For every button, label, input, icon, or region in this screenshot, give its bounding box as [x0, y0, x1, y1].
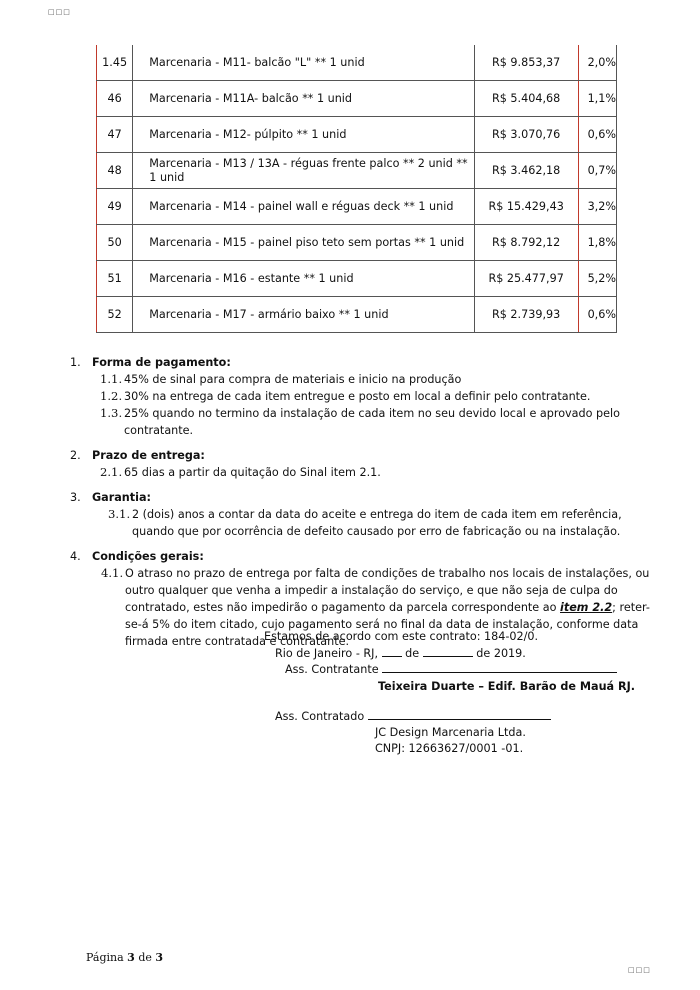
item-price-cell: R$ 9.853,37	[474, 45, 578, 81]
day-blank	[382, 645, 402, 657]
item-percent-cell: 0,6%	[578, 117, 616, 153]
page-number: Página 3 de 3	[86, 951, 164, 964]
contratado-signature: Ass. Contratado	[275, 708, 551, 725]
item-number-cell: 49	[97, 189, 133, 225]
contratado-name: JC Design Marcenaria Ltda.	[375, 726, 526, 739]
section-number: 1.	[70, 356, 81, 369]
item-price-cell: R$ 15.429,43	[474, 189, 578, 225]
section-number: 3.	[70, 491, 81, 504]
item-price-cell: R$ 2.739,93	[474, 297, 578, 333]
item-description-cell: Marcenaria - M13 / 13A - réguas frente palco ** 2 unid ** 1 unid	[133, 153, 474, 189]
table-row	[97, 153, 617, 189]
item-percent-cell: 1,1%	[578, 81, 616, 117]
contratante-name: Teixeira Duarte – Edif. Barão de Mauá RJ.	[378, 680, 636, 693]
item-percent-cell: 1,8%	[578, 225, 616, 261]
section-title: Condições gerais:	[92, 550, 204, 563]
item-description-cell: Marcenaria - M11- balcão "L" ** 1 unid	[133, 45, 474, 81]
contract-sections	[70, 354, 660, 650]
section-general-heading	[70, 548, 660, 565]
corner-marks-bottom: □□□	[628, 966, 651, 974]
item-reference: item 2.2	[560, 601, 613, 614]
item-percent-cell: 0,6%	[578, 297, 616, 333]
payment-item: 1.3. 25% quando no termino da instalação de cada item no seu devido local e aprovado pelo contratante.	[100, 406, 620, 437]
item-price-cell: R$ 3.070,76	[474, 117, 578, 153]
contratado-cnpj: CNPJ: 12663627/0001 -01.	[375, 742, 524, 755]
item-price-cell: R$ 8.792,12	[474, 225, 578, 261]
item-number-cell: 48	[97, 153, 133, 189]
item-price-cell: R$ 3.462,18	[474, 153, 578, 189]
payment-item: 1.1. 45% de sinal para compra de materiais e inicio na produção	[100, 372, 462, 386]
item-number-cell: 50	[97, 225, 133, 261]
month-blank	[423, 645, 473, 657]
item-percent-cell: 2,0%	[578, 45, 616, 81]
item-price-cell: R$ 25.477,97	[474, 261, 578, 297]
item-description-cell: Marcenaria - M17 - armário baixo ** 1 unid	[133, 297, 474, 333]
section-number: 4.	[70, 550, 81, 563]
section-title: Prazo de entrega:	[92, 449, 205, 462]
section-title: Garantia:	[92, 491, 151, 504]
table-row	[97, 117, 617, 153]
table-row	[97, 225, 617, 261]
item-description-cell: Marcenaria - M12- púlpito ** 1 unid	[133, 117, 474, 153]
corner-marks-top: □□□	[48, 8, 71, 16]
item-price-cell: R$ 5.404,68	[474, 81, 578, 117]
section-title: Forma de pagamento:	[92, 356, 231, 369]
item-description-cell: Marcenaria - M11A- balcão ** 1 unid	[133, 81, 474, 117]
section-delivery-heading	[70, 447, 660, 464]
general-conditions-item: 4.1. O atraso no prazo de entrega por falta de condições de trabalho nos locais de instalações, ou outro qualquer que venha a impedir a instalação do serviço, e que não seja de culpa do contratado, estes não impedirão o pagamento da parcela correspondente ao item 2.2; reter-se-á 5% do item citado, cujo pagamento será no final da data de instalação, conforme data firmada entre contratada e contratante.	[101, 566, 650, 648]
table-row	[97, 297, 617, 333]
item-number-cell: 46	[97, 81, 133, 117]
item-percent-cell: 3,2%	[578, 189, 616, 225]
warranty-item: 3.1. 2 (dois) anos a contar da data do aceite e entrega do item de cada item em referência, quando que por ocorrência de defeito causado por erro de fabricação ou na instalação.	[108, 507, 622, 538]
item-description-cell: Marcenaria - M14 - painel wall e réguas deck ** 1 unid	[133, 189, 474, 225]
item-percent-cell: 5,2%	[578, 261, 616, 297]
place-date-line: Rio de Janeiro - RJ, de de 2019.	[275, 647, 526, 660]
table-row	[97, 45, 617, 81]
item-number-cell: 52	[97, 297, 133, 333]
item-number-cell: 1.45	[97, 45, 133, 81]
item-number-cell: 51	[97, 261, 133, 297]
item-description-cell: Marcenaria - M16 - estante ** 1 unid	[133, 261, 474, 297]
items-table	[96, 45, 617, 333]
agreement-statement: Estamos de acordo com este contrato: 184-02/0.	[264, 630, 539, 643]
item-number-cell: 47	[97, 117, 133, 153]
table-row	[97, 189, 617, 225]
contratante-signature-line	[382, 661, 617, 673]
section-number: 2.	[70, 449, 81, 462]
item-description-cell: Marcenaria - M15 - painel piso teto sem portas ** 1 unid	[133, 225, 474, 261]
delivery-item: 2.1. 65 dias a partir da quitação do Sinal item 2.1.	[100, 465, 381, 479]
section-warranty-heading	[70, 489, 660, 506]
contratado-signature-line	[368, 708, 551, 720]
contratante-signature: Ass. Contratante	[285, 661, 617, 678]
section-payment-heading	[70, 354, 660, 371]
table-row	[97, 81, 617, 117]
table-row	[97, 261, 617, 297]
payment-item: 1.2. 30% na entrega de cada item entregue e posto em local a definir pelo contratante.	[100, 389, 591, 403]
item-percent-cell: 0,7%	[578, 153, 616, 189]
